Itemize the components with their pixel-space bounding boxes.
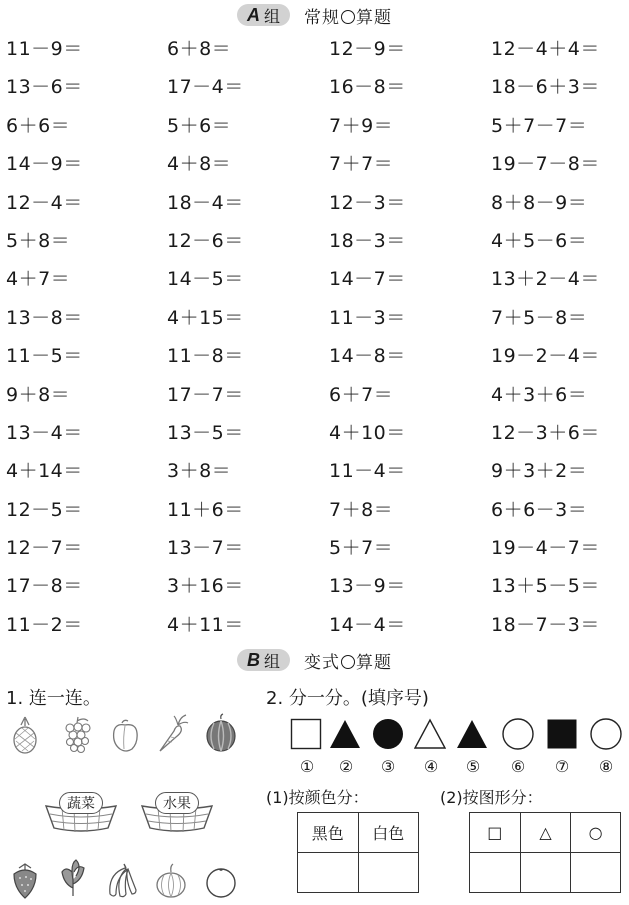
shape-number: ③ <box>380 757 396 776</box>
math-problem: 3＋16＝ <box>167 575 244 598</box>
math-problem: 19－7－8＝ <box>491 153 600 176</box>
math-problem: 4＋14＝ <box>6 460 83 483</box>
math-problem: 12－7＝ <box>6 537 83 560</box>
math-problem: 11－5＝ <box>6 345 83 368</box>
math-problem: 14－7＝ <box>329 268 406 291</box>
math-problem: 13＋5－5＝ <box>491 575 600 598</box>
math-problem: 17－4＝ <box>167 76 244 99</box>
math-problem: 4＋10＝ <box>329 421 406 444</box>
circle-icon <box>341 655 355 669</box>
shape-number: ⑦ <box>554 757 570 776</box>
section-b-group: 组 <box>263 651 280 671</box>
grapes-icon <box>60 715 94 755</box>
math-problem: 14－5＝ <box>167 268 244 291</box>
math-problem: 11－2＝ <box>6 613 83 636</box>
basket-label-vegetables: 蔬菜 <box>59 792 103 814</box>
triangle-black-icon <box>456 718 488 750</box>
problem-row <box>0 527 629 565</box>
section-b-letter: B <box>246 649 260 670</box>
basket-label-fruits: 水果 <box>155 792 199 814</box>
basket-fruits[interactable] <box>140 788 214 834</box>
shape-number: ⑤ <box>465 757 481 776</box>
math-problem: 12－3＝ <box>329 191 406 214</box>
header-circle: ○ <box>571 813 621 853</box>
math-problem: 6＋6＝ <box>6 114 71 137</box>
section-b-title <box>304 648 392 673</box>
section-a-group: 组 <box>263 6 280 26</box>
problem-row <box>0 182 629 220</box>
answer-cell-black[interactable] <box>298 853 359 893</box>
banana-icon <box>104 860 138 900</box>
orange-icon <box>204 860 238 900</box>
math-problem: 4＋5－6＝ <box>491 229 588 252</box>
shape-number: ① <box>299 757 315 776</box>
carrot-icon <box>156 713 190 753</box>
problem-row <box>0 412 629 450</box>
math-problem: 13－4＝ <box>6 421 83 444</box>
pineapple-icon <box>8 715 42 755</box>
math-problem: 6＋6－3＝ <box>491 498 588 521</box>
problem-row <box>0 66 629 104</box>
square-white-icon <box>290 718 322 750</box>
answer-cell-square[interactable] <box>470 853 521 893</box>
answer-cell-white[interactable] <box>358 853 419 893</box>
problem-row <box>0 604 629 642</box>
math-problem: 12－9＝ <box>329 38 406 60</box>
q1-title: 1. 连一连。 <box>6 688 101 709</box>
math-problem: 5＋7－7＝ <box>491 114 588 137</box>
header-black: 黑色 <box>298 813 359 853</box>
pumpkin-icon <box>154 860 188 900</box>
q2-title: 2. 分一分。(填序号) <box>266 688 429 709</box>
math-problem: 17－8＝ <box>6 575 83 598</box>
section-b-title-post: 算题 <box>356 652 392 673</box>
circle-white-icon <box>590 718 622 750</box>
section-b-title-pre: 变式 <box>304 652 340 673</box>
shape-number: ⑧ <box>598 757 614 776</box>
section-a-header <box>0 2 629 28</box>
header-triangle: △ <box>520 813 571 853</box>
section-a-badge <box>237 4 290 26</box>
section-b-header <box>0 647 629 673</box>
triangle-white-icon <box>414 718 446 750</box>
math-problem: 17－7＝ <box>167 383 244 406</box>
math-problem: 7＋7＝ <box>329 153 394 176</box>
math-problem: 14－4＝ <box>329 613 406 636</box>
problem-row <box>0 450 629 488</box>
basket-vegetables[interactable] <box>44 788 118 834</box>
math-problem: 12－6＝ <box>167 229 244 252</box>
color-sort-table <box>297 812 419 893</box>
math-problem: 6＋7＝ <box>329 383 394 406</box>
math-problem: 13－7＝ <box>167 537 244 560</box>
answer-cell-triangle[interactable] <box>520 853 571 893</box>
strawberry-icon <box>8 860 42 900</box>
shape-number: ⑥ <box>510 757 526 776</box>
problem-row <box>0 220 629 258</box>
math-problem: 12－5＝ <box>6 498 83 521</box>
problem-row <box>0 105 629 143</box>
problem-row <box>0 143 629 181</box>
math-problem: 19－2－4＝ <box>491 345 600 368</box>
problem-row <box>0 335 629 373</box>
problem-grid <box>0 28 629 642</box>
math-problem: 5＋6＝ <box>167 114 232 137</box>
circle-black-icon <box>372 718 404 750</box>
math-problem: 14－9＝ <box>6 153 83 176</box>
math-problem: 13－5＝ <box>167 421 244 444</box>
math-problem: 16－8＝ <box>329 76 406 99</box>
math-problem: 5＋8＝ <box>6 229 71 252</box>
section-a-letter: A <box>246 4 260 25</box>
math-problem: 7＋5－8＝ <box>491 306 588 329</box>
sort-by-color-label: (1)按颜色分： <box>266 788 369 807</box>
header-square: □ <box>470 813 521 853</box>
watermelon-icon <box>204 713 238 753</box>
math-problem: 11－9＝ <box>6 38 83 60</box>
math-problem: 4＋11＝ <box>167 613 244 636</box>
sort-by-shape-label: (2)按图形分： <box>440 788 543 807</box>
triangle-black-icon <box>329 718 361 750</box>
math-problem: 7＋8＝ <box>329 498 394 521</box>
problem-row <box>0 489 629 527</box>
header-white: 白色 <box>358 813 419 853</box>
math-problem: 13＋2－4＝ <box>491 268 600 291</box>
problem-row <box>0 258 629 296</box>
circle-icon <box>341 10 355 24</box>
math-problem: 18－6＋3＝ <box>491 76 600 99</box>
pepper-icon <box>108 717 142 757</box>
math-problem: 5＋7＝ <box>329 537 394 560</box>
section-a-title-post: 算题 <box>356 7 392 28</box>
section-a-title-pre: 常规 <box>304 7 340 28</box>
problem-row <box>0 374 629 412</box>
problem-row <box>0 297 629 335</box>
shape-number: ② <box>338 757 354 776</box>
math-problem: 6＋8＝ <box>167 38 232 60</box>
problem-row <box>0 28 629 66</box>
math-problem: 12－3＋6＝ <box>491 421 600 444</box>
math-problem: 12－4＝ <box>6 191 83 214</box>
math-problem: 13－8＝ <box>6 306 83 329</box>
math-problem: 9＋3＋2＝ <box>491 460 588 483</box>
math-problem: 11－8＝ <box>167 345 244 368</box>
math-problem: 13－9＝ <box>329 575 406 598</box>
math-problem: 19－4－7＝ <box>491 537 600 560</box>
circle-white-icon <box>502 718 534 750</box>
math-problem: 4＋3＋6＝ <box>491 383 588 406</box>
math-problem: 13－6＝ <box>6 76 83 99</box>
math-problem: 11＋6＝ <box>167 498 244 521</box>
shape-sort-table <box>469 812 621 893</box>
math-problem: 18－3＝ <box>329 229 406 252</box>
cabbage-icon <box>56 858 90 898</box>
problem-row <box>0 565 629 603</box>
math-problem: 12－4＋4＝ <box>491 38 600 60</box>
math-problem: 11－4＝ <box>329 460 406 483</box>
math-problem: 9＋8＝ <box>6 383 71 406</box>
answer-cell-circle[interactable] <box>571 853 621 893</box>
math-problem: 4＋7＝ <box>6 268 71 291</box>
math-problem: 18－4＝ <box>167 191 244 214</box>
math-problem: 11－3＝ <box>329 306 406 329</box>
math-problem: 3＋8＝ <box>167 460 232 483</box>
math-problem: 18－7－3＝ <box>491 613 600 636</box>
math-problem: 4＋8＝ <box>167 153 232 176</box>
math-problem: 4＋15＝ <box>167 306 244 329</box>
square-black-icon <box>546 718 578 750</box>
shape-number: ④ <box>423 757 439 776</box>
math-problem: 14－8＝ <box>329 345 406 368</box>
math-problem: 8＋8－9＝ <box>491 191 588 214</box>
section-a-title <box>304 3 392 28</box>
math-problem: 7＋9＝ <box>329 114 394 137</box>
section-b-badge <box>237 649 290 671</box>
